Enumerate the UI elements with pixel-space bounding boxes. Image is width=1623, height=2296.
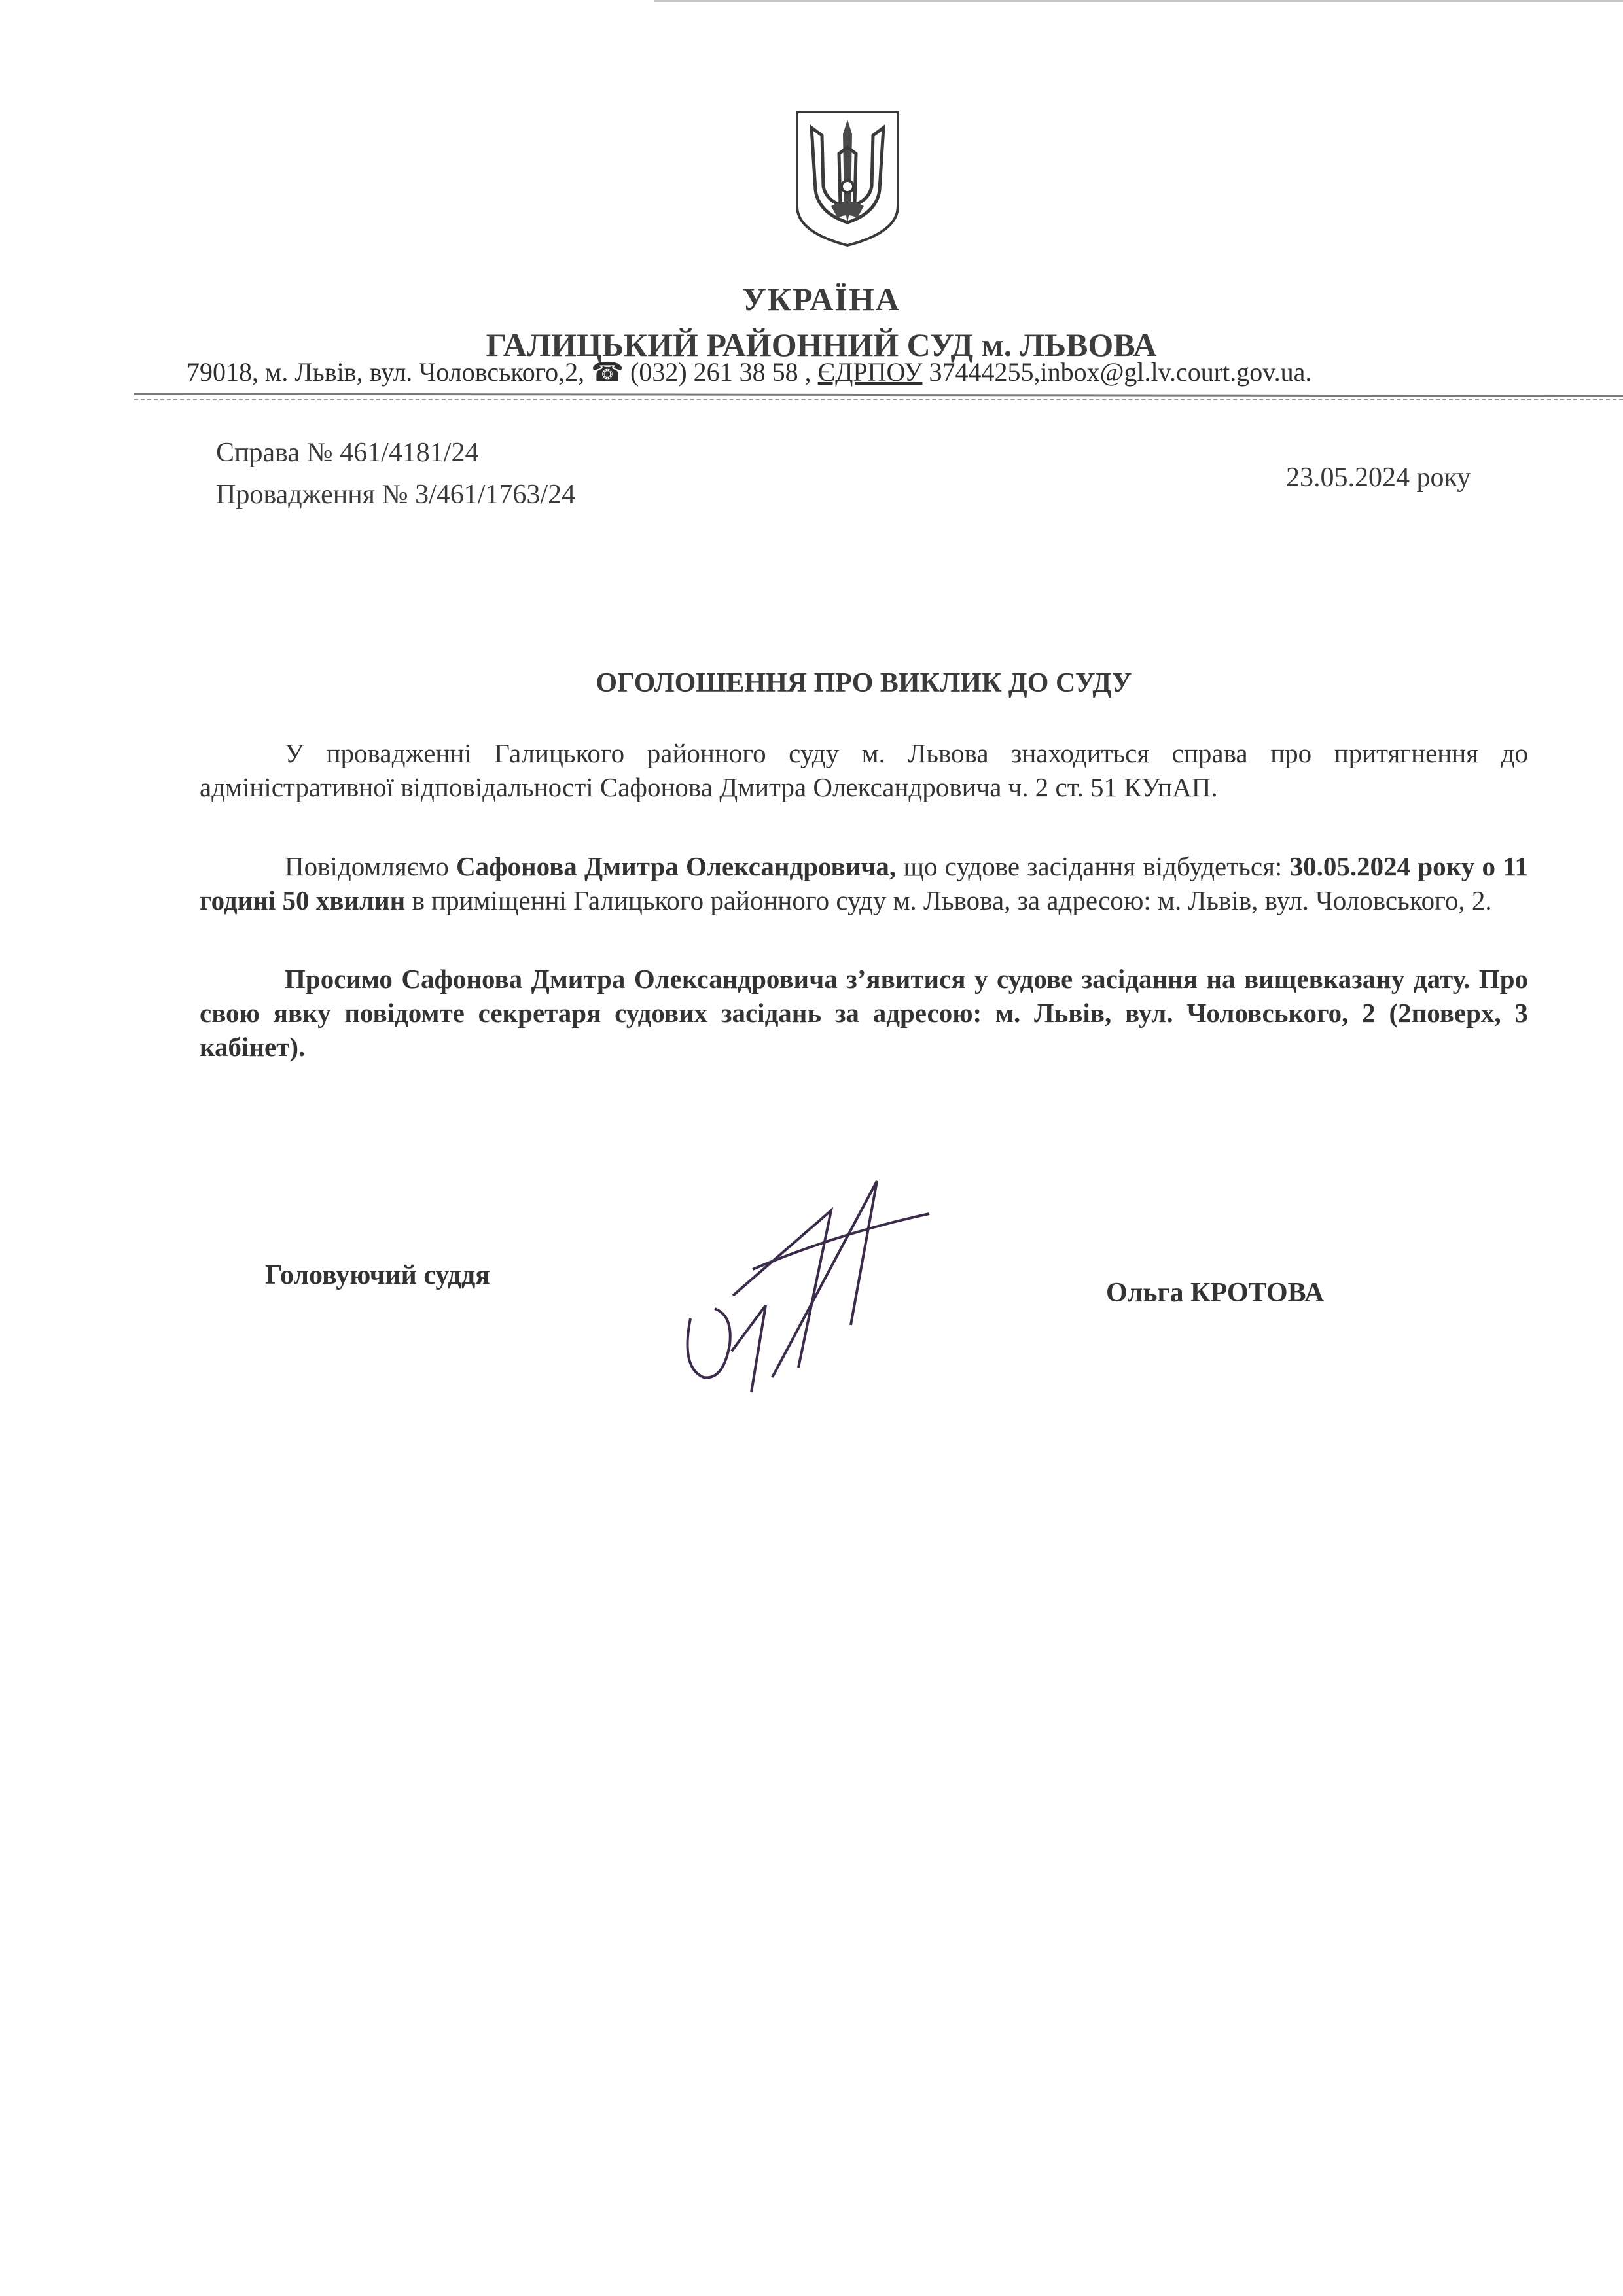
- court-address-line: [187, 357, 1311, 387]
- notice-paragraph-3: [200, 962, 1528, 1064]
- address-contacts: 37444255,inbox@gl.lv.court.gov.ua.: [922, 357, 1312, 387]
- judge-name: Ольга КРОТОВА: [1106, 1278, 1325, 1308]
- handwritten-signature-icon: [668, 1171, 988, 1400]
- p2-hearing-datetime: 30.05.2024 року о 11 годині 50 хвилин: [200, 851, 1528, 915]
- p2-intro: Повідомляємо: [285, 851, 457, 881]
- p2-person-name: Сафонова Дмитра Олександровича,: [456, 851, 897, 881]
- edrpou-label: ЄДРПОУ: [817, 357, 923, 387]
- notice-paragraph-1: [200, 736, 1528, 804]
- court-name-heading: ГАЛИЦЬКИЙ РАЙОННИЙ СУД м. ЛЬВОВА: [486, 327, 1157, 363]
- paragraph-1-text: У провадженні Галицького районного суду м. Львова знаходиться справа про притягнення до адміністративної відповідальності Сафонова Дмитра Олександровича ч. 2 ст. 51 КУпАП.: [200, 738, 1528, 802]
- document-date: 23.05.2024 року: [1286, 463, 1471, 493]
- address-text: 79018, м. Львів, вул. Чоловського,2, ☎ (032) 261 38 58 ,: [187, 357, 818, 387]
- header-divider-secondary: [134, 399, 1623, 400]
- coat-of-arms-icon: [792, 108, 903, 249]
- notice-paragraph-2: [200, 849, 1528, 917]
- paragraph-3-text: Просимо Сафонова Дмитра Олександровича з’явитися у судове засідання на вищевказану дату. Про свою явку повідомте секретаря судових засідань за адресою: м. Львів, вул. Чоловського, 2 (2поверх, 3 кабінет).: [200, 964, 1528, 1062]
- notice-title: ОГОЛОШЕННЯ ПРО ВИКЛИК ДО СУДУ: [596, 668, 1132, 698]
- p2-mid: що судове засідання відбудеться:: [896, 851, 1290, 881]
- country-heading: УКРАЇНА: [742, 281, 901, 317]
- proceeding-number: Провадження № 3/461/1763/24: [216, 480, 576, 510]
- case-number: Справа № 461/4181/24: [216, 438, 479, 468]
- header-divider: [134, 393, 1623, 397]
- p2-location: в приміщенні Галицького районного суду м. Львова, за адресою: м. Львів, вул. Чоловського, 2.: [405, 885, 1492, 915]
- scan-edge: [654, 0, 1623, 2]
- presiding-judge-label: Головуючий суддя: [265, 1260, 490, 1290]
